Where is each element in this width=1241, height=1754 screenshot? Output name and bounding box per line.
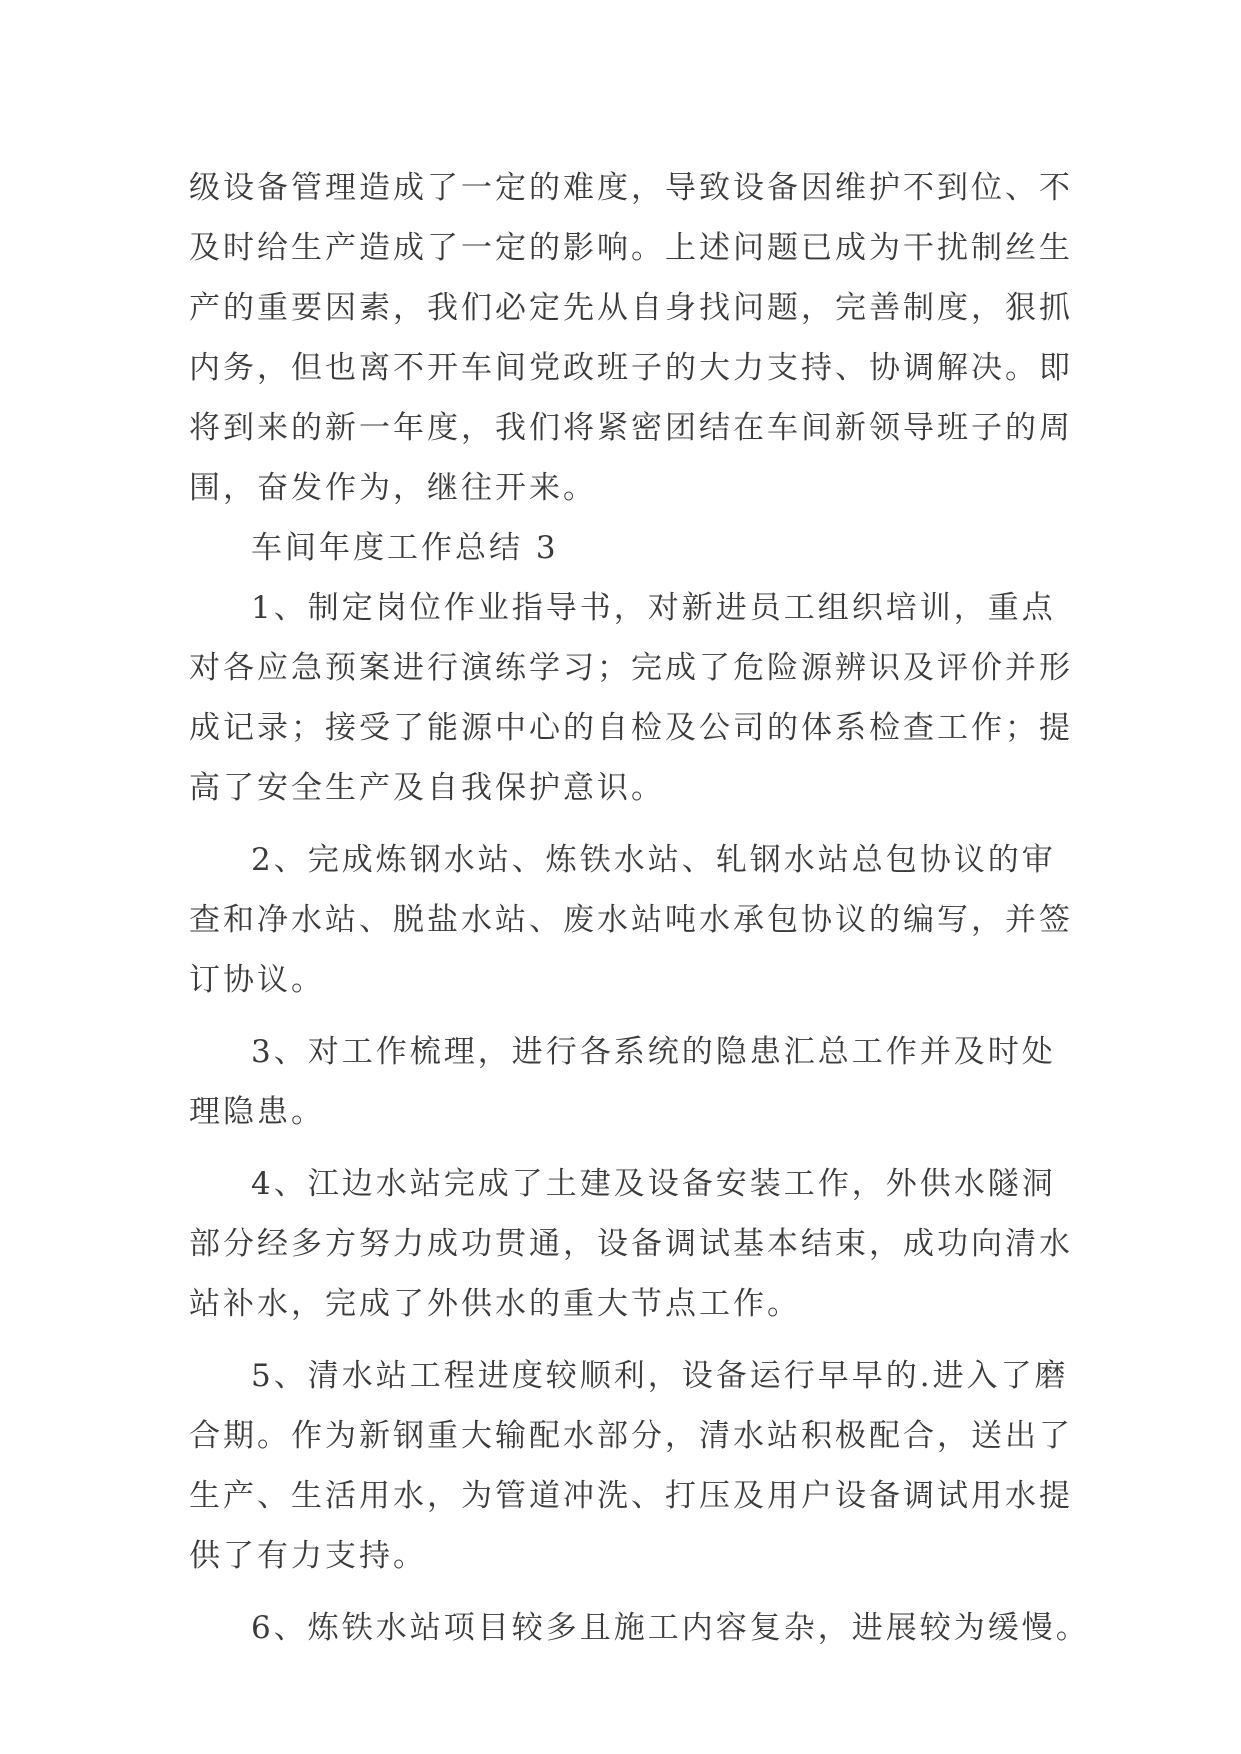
paragraph-line: 及时给生产造成了一定的影响。上述问题已成为干扰制丝生 [189,230,1073,266]
section-title: 车间年度工作总结 3 [251,530,559,566]
paragraph-line: 2、完成炼钢水站、炼铁水站、轧钢水站总包协议的审 [251,842,1056,878]
paragraph-line: 站补水，完成了外供水的重大节点工作。 [189,1286,801,1322]
paragraph-line: 高了安全生产及自我保护意识。 [189,770,665,806]
paragraph-line: 合期。作为新钢重大输配水部分，清水站积极配合，送出了 [189,1418,1073,1454]
paragraph-line: 对各应急预案进行演练学习；完成了危险源辨识及评价并形 [189,650,1073,686]
paragraph-line: 将到来的新一年度，我们将紧密团结在车间新领导班子的周 [189,410,1073,446]
paragraph-line: 理隐患。 [189,1094,325,1130]
paragraph-line: 查和净水站、脱盐水站、废水站吨水承包协议的编写，并签 [189,902,1073,938]
paragraph-line: 订协议。 [189,962,325,998]
paragraph-line: 围，奋发作为，继往开来。 [189,470,597,506]
paragraph-line: 3、对工作梳理，进行各系统的隐患汇总工作并及时处 [251,1034,1056,1070]
paragraph-line: 供了有力支持。 [189,1538,427,1574]
paragraph-line: 1、制定岗位作业指导书，对新进员工组织培训，重点 [251,590,1056,626]
paragraph-gap [189,818,1069,830]
paragraph-line: 产的重要因素，我们必定先从自身找问题，完善制度，狠抓 [189,290,1073,326]
paragraph-gap [189,1010,1069,1022]
paragraph-line: 成记录；接受了能源中心的自检及公司的体系检查工作；提 [189,710,1073,746]
paragraph-gap [189,1142,1069,1154]
paragraph-line: 内务，但也离不开车间党政班子的大力支持、协调解决。即 [189,350,1073,386]
paragraph-line: 生产、生活用水，为管道冲洗、打压及用户设备调试用水提 [189,1478,1073,1514]
paragraph-line: 级设备管理造成了一定的难度，导致设备因维护不到位、不 [189,170,1073,206]
paragraph-gap [189,1334,1069,1346]
paragraph-line: 4、江边水站完成了土建及设备安装工作，外供水隧洞 [251,1166,1056,1202]
paragraph-line: 5、清水站工程进度较顺利，设备运行早早的.进入了磨 [251,1358,1069,1394]
paragraph-line: 6、炼铁水站项目较多且施工内容复杂，进展较为缓慢。 [251,1610,1090,1646]
paragraph-gap [189,1586,1069,1598]
document-body [189,158,1090,1658]
paragraph-line: 部分经多方努力成功贯通，设备调试基本结束，成功向清水 [189,1226,1073,1262]
